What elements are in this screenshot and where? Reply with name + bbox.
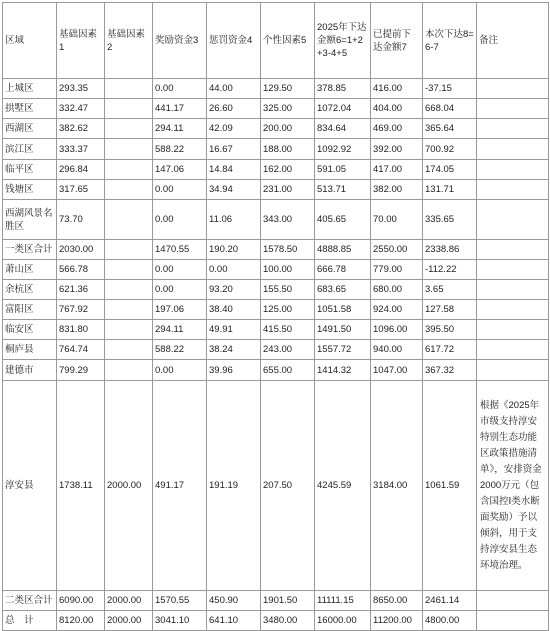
value-cell: 42.09 [207, 119, 261, 139]
header-cell: 备注 [477, 3, 549, 79]
region-cell: 西湖区 [3, 119, 57, 139]
value-cell: 834.64 [315, 119, 371, 139]
value-cell: 8650.00 [371, 591, 423, 611]
note-cell [477, 180, 549, 200]
value-cell: 11200.00 [371, 611, 423, 631]
note-cell [477, 280, 549, 300]
value-cell: 2000.00 [105, 591, 153, 611]
region-cell: 余杭区 [3, 280, 57, 300]
header-cell: 区域 [3, 3, 57, 79]
value-cell: 367.32 [423, 360, 477, 381]
value-cell: 655.00 [261, 360, 315, 381]
header-cell: 基础因素2 [105, 3, 153, 79]
value-cell: 131.71 [423, 180, 477, 200]
value-cell: 38.40 [207, 300, 261, 320]
table-row [3, 200, 549, 240]
value-cell: 16.67 [207, 139, 261, 160]
header-cell: 个性因素5 [261, 3, 315, 79]
value-cell: 317.65 [57, 180, 105, 200]
note-cell [477, 611, 549, 631]
value-cell: 831.80 [57, 320, 105, 340]
value-cell: 200.00 [261, 119, 315, 139]
value-cell: 395.50 [423, 320, 477, 340]
value-cell: 365.64 [423, 119, 477, 139]
value-cell: 11.06 [207, 200, 261, 240]
value-cell: 3480.00 [261, 611, 315, 631]
value-cell: 0.00 [153, 200, 207, 240]
value-cell: 469.00 [371, 119, 423, 139]
value-cell [105, 340, 153, 360]
value-cell: 666.78 [315, 260, 371, 280]
table-row [3, 591, 549, 611]
value-cell: 296.84 [57, 160, 105, 180]
value-cell: 683.65 [315, 280, 371, 300]
table-row [3, 280, 549, 300]
value-cell: 0.00 [153, 360, 207, 381]
value-cell: 127.58 [423, 300, 477, 320]
value-cell: 14.84 [207, 160, 261, 180]
value-cell: 197.06 [153, 300, 207, 320]
note-cell [477, 260, 549, 280]
table-row [3, 340, 549, 360]
value-cell: 767.92 [57, 300, 105, 320]
value-cell: 1738.11 [57, 381, 105, 591]
note-cell [477, 160, 549, 180]
value-cell: 621.36 [57, 280, 105, 300]
header-cell: 基础因素1 [57, 3, 105, 79]
note-cell [477, 320, 549, 340]
region-cell: 建德市 [3, 360, 57, 381]
value-cell: 617.72 [423, 340, 477, 360]
value-cell: 1578.50 [261, 240, 315, 260]
value-cell: 417.00 [371, 160, 423, 180]
value-cell [105, 160, 153, 180]
table-row [3, 611, 549, 631]
value-cell: 405.65 [315, 200, 371, 240]
value-cell: 343.00 [261, 200, 315, 240]
value-cell: 26.60 [207, 99, 261, 119]
region-cell: 一类区合计 [3, 240, 57, 260]
value-cell: 415.50 [261, 320, 315, 340]
value-cell: 1557.72 [315, 340, 371, 360]
value-cell: 378.85 [315, 79, 371, 99]
region-cell: 滨江区 [3, 139, 57, 160]
table-row [3, 79, 549, 99]
region-cell: 钱塘区 [3, 180, 57, 200]
value-cell: 73.70 [57, 200, 105, 240]
value-cell: 441.17 [153, 99, 207, 119]
value-cell: 0.00 [153, 180, 207, 200]
region-cell: 淳安县 [3, 381, 57, 591]
value-cell: 1491.50 [315, 320, 371, 340]
value-cell: 680.00 [371, 280, 423, 300]
table-row [3, 180, 549, 200]
note-cell [477, 340, 549, 360]
value-cell: 940.00 [371, 340, 423, 360]
value-cell: 2338.86 [423, 240, 477, 260]
value-cell: 1414.32 [315, 360, 371, 381]
value-cell: 1072.04 [315, 99, 371, 119]
value-cell: 416.00 [371, 79, 423, 99]
region-cell: 临平区 [3, 160, 57, 180]
value-cell: 1096.00 [371, 320, 423, 340]
value-cell [105, 139, 153, 160]
value-cell: 129.50 [261, 79, 315, 99]
value-cell: 147.06 [153, 160, 207, 180]
value-cell [105, 280, 153, 300]
header-cell: 惩罚资金4 [207, 3, 261, 79]
value-cell: 294.11 [153, 320, 207, 340]
value-cell: 93.20 [207, 280, 261, 300]
value-cell: 700.92 [423, 139, 477, 160]
value-cell: 34.94 [207, 180, 261, 200]
region-cell: 上城区 [3, 79, 57, 99]
value-cell: 243.00 [261, 340, 315, 360]
region-cell: 总 计 [3, 611, 57, 631]
value-cell [105, 260, 153, 280]
value-cell: 16000.00 [315, 611, 371, 631]
value-cell: 332.47 [57, 99, 105, 119]
value-cell: 1092.92 [315, 139, 371, 160]
value-cell: 39.96 [207, 360, 261, 381]
value-cell: 3041.10 [153, 611, 207, 631]
header-cell: 本次下达8=6-7 [423, 3, 477, 79]
table-row [3, 160, 549, 180]
value-cell: 1470.55 [153, 240, 207, 260]
value-cell: 588.22 [153, 139, 207, 160]
note-cell [477, 139, 549, 160]
value-cell: 566.78 [57, 260, 105, 280]
value-cell: 333.37 [57, 139, 105, 160]
value-cell: 0.00 [153, 280, 207, 300]
value-cell: 0.00 [153, 260, 207, 280]
value-cell: 668.04 [423, 99, 477, 119]
value-cell: 2000.00 [105, 381, 153, 591]
table-row [3, 381, 549, 591]
value-cell [105, 300, 153, 320]
value-cell: 1901.50 [261, 591, 315, 611]
region-cell: 富阳区 [3, 300, 57, 320]
value-cell: 382.62 [57, 119, 105, 139]
value-cell: 191.19 [207, 381, 261, 591]
value-cell: 162.00 [261, 160, 315, 180]
header-row [3, 3, 549, 79]
header-cell: 已提前下达金额7 [371, 3, 423, 79]
value-cell: 404.00 [371, 99, 423, 119]
value-cell: 4245.59 [315, 381, 371, 591]
region-cell: 二类区合计 [3, 591, 57, 611]
value-cell [105, 360, 153, 381]
value-cell: 49.91 [207, 320, 261, 340]
value-cell: 70.00 [371, 200, 423, 240]
value-cell: 190.20 [207, 240, 261, 260]
value-cell: 513.71 [315, 180, 371, 200]
value-cell: 382.00 [371, 180, 423, 200]
value-cell: 3.65 [423, 280, 477, 300]
region-cell: 拱墅区 [3, 99, 57, 119]
value-cell: 2030.00 [57, 240, 105, 260]
header-cell: 奖励资金3 [153, 3, 207, 79]
note-cell [477, 300, 549, 320]
value-cell: 2461.14 [423, 591, 477, 611]
value-cell: 6090.00 [57, 591, 105, 611]
note-cell [477, 119, 549, 139]
note-cell [477, 591, 549, 611]
value-cell: 8120.00 [57, 611, 105, 631]
header-cell: 2025年下达金额6=1+2+3-4+5 [315, 3, 371, 79]
value-cell: 207.50 [261, 381, 315, 591]
value-cell: 799.29 [57, 360, 105, 381]
table-row [3, 119, 549, 139]
value-cell: 0.00 [153, 79, 207, 99]
value-cell: 591.05 [315, 160, 371, 180]
allocation-table [2, 2, 549, 631]
note-cell: 根据《2025年市级支持淳安特别生态功能区政策措施清单》，安排资金2000万元（包含国控Ⅰ类水断面奖励）予以倾斜，用于支持淳安县生态环境治理。 [477, 381, 549, 591]
value-cell: 1570.55 [153, 591, 207, 611]
note-cell [477, 99, 549, 119]
value-cell: 392.00 [371, 139, 423, 160]
note-cell [477, 200, 549, 240]
value-cell [105, 240, 153, 260]
value-cell: -112.22 [423, 260, 477, 280]
region-cell: 西湖风景名胜区 [3, 200, 57, 240]
value-cell [105, 99, 153, 119]
value-cell: 325.00 [261, 99, 315, 119]
value-cell: 2550.00 [371, 240, 423, 260]
table-row [3, 240, 549, 260]
value-cell: 4800.00 [423, 611, 477, 631]
region-cell: 桐庐县 [3, 340, 57, 360]
value-cell: 779.00 [371, 260, 423, 280]
note-cell [477, 79, 549, 99]
value-cell: 3184.00 [371, 381, 423, 591]
value-cell: 100.00 [261, 260, 315, 280]
table-row [3, 260, 549, 280]
value-cell: 764.74 [57, 340, 105, 360]
value-cell: 1061.59 [423, 381, 477, 591]
value-cell: 924.00 [371, 300, 423, 320]
value-cell: 125.00 [261, 300, 315, 320]
value-cell: 4888.85 [315, 240, 371, 260]
value-cell: 0.00 [207, 260, 261, 280]
value-cell: 231.00 [261, 180, 315, 200]
value-cell: 174.05 [423, 160, 477, 180]
value-cell: 1047.00 [371, 360, 423, 381]
note-cell [477, 240, 549, 260]
value-cell: 588.22 [153, 340, 207, 360]
value-cell: 188.00 [261, 139, 315, 160]
value-cell: 2000.00 [105, 611, 153, 631]
table-row [3, 99, 549, 119]
value-cell [105, 79, 153, 99]
value-cell: 294.11 [153, 119, 207, 139]
value-cell [105, 320, 153, 340]
value-cell [105, 180, 153, 200]
value-cell: 1051.58 [315, 300, 371, 320]
value-cell: -37.15 [423, 79, 477, 99]
value-cell: 155.50 [261, 280, 315, 300]
table-row [3, 300, 549, 320]
value-cell: 491.17 [153, 381, 207, 591]
table-row [3, 320, 549, 340]
value-cell: 293.35 [57, 79, 105, 99]
note-cell [477, 360, 549, 381]
value-cell [105, 119, 153, 139]
table-row [3, 360, 549, 381]
value-cell: 11111.15 [315, 591, 371, 611]
region-cell: 临安区 [3, 320, 57, 340]
value-cell: 641.10 [207, 611, 261, 631]
table-row [3, 139, 549, 160]
value-cell: 38.24 [207, 340, 261, 360]
region-cell: 萧山区 [3, 260, 57, 280]
value-cell: 335.65 [423, 200, 477, 240]
value-cell: 450.90 [207, 591, 261, 611]
value-cell [105, 200, 153, 240]
value-cell: 44.00 [207, 79, 261, 99]
